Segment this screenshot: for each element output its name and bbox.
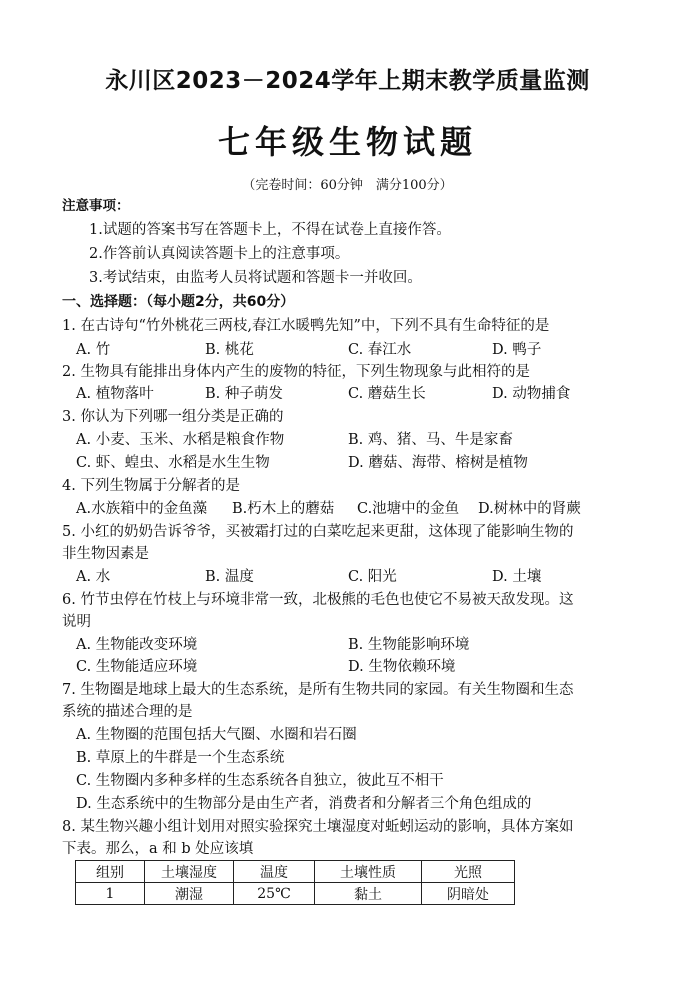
table-header-cell: 土壤湿度 (145, 861, 234, 883)
option: C. 蘑菇生长 (348, 386, 426, 402)
option: A.水族箱中的金鱼藻 (76, 501, 208, 517)
option: D. 生态系统中的生物部分是由生产者，消费者和分解者三个角色组成的 (76, 796, 532, 812)
table-cell: 1 (76, 883, 145, 905)
option: A. 生物能改变环境 (76, 637, 198, 653)
option: B. 生物能影响环境 (348, 637, 470, 653)
option: D. 土壤 (492, 569, 542, 585)
question-stem: 下表。那么，a 和 b 处应该填 (62, 841, 254, 857)
option: C.池塘中的金鱼 (357, 501, 460, 517)
question-stem: 1. 在古诗句“竹外桃花三两枝,春江水暖鸭先知”中，下列不具有生命特征的是 (62, 318, 550, 334)
question-stem: 7. 生物圈是地球上最大的生态系统，是所有生物共同的家园。有关生物圈和生态 (62, 682, 574, 698)
exam-title: 永川区2023－2024学年上期末教学质量监测 (105, 68, 590, 94)
notes-heading: 注意事项： (62, 198, 130, 214)
option: C. 春江水 (348, 342, 412, 358)
option: B. 草原上的牛群是一个生态系统 (76, 750, 285, 766)
option: A. 竹 (76, 342, 111, 358)
question-stem: 2. 生物具有能排出身体内产生的废物的特征，下列生物现象与此相符的是 (62, 364, 530, 380)
option: B.朽木上的蘑菇 (232, 501, 335, 517)
table-cell: 黏土 (315, 883, 422, 905)
section-heading: 一、选择题：（每小题2分，共60分） (62, 294, 295, 310)
option: D.树林中的肾蕨 (478, 501, 581, 517)
option: C. 虾、蝗虫、水稻是水生生物 (76, 455, 270, 471)
option: B. 种子萌发 (205, 386, 283, 402)
table-header-row (76, 861, 515, 883)
note-item: 1.试题的答案书写在答题卡上，不得在试卷上直接作答。 (89, 222, 451, 238)
option: B. 鸡、猪、马、牛是家畜 (348, 432, 513, 448)
option: C. 生物圈内多种多样的生态系统各自独立，彼此互不相干 (76, 773, 444, 789)
table-cell: 25℃ (234, 883, 315, 905)
question-stem: 系统的描述合理的是 (62, 704, 193, 720)
option: D. 鸭子 (492, 342, 542, 358)
note-item: 2.作答前认真阅读答题卡上的注意事项。 (89, 246, 350, 262)
option: C. 阳光 (348, 569, 397, 585)
option: A. 小麦、玉米、水稻是粮食作物 (76, 432, 285, 448)
table-header-cell: 光照 (422, 861, 515, 883)
exam-info: （完卷时间：60分钟 满分100分） (242, 178, 453, 193)
subject-title: 七年级生物试题 (217, 123, 477, 161)
table-header-cell: 土壤性质 (315, 861, 422, 883)
table-cell: 阴暗处 (422, 883, 515, 905)
option: A. 水 (76, 569, 111, 585)
question-stem: 说明 (62, 614, 91, 630)
option: D. 生物依赖环境 (348, 659, 456, 675)
experiment-table (75, 860, 515, 905)
option: B. 温度 (205, 569, 254, 585)
question-stem: 4. 下列生物属于分解者的是 (62, 478, 240, 494)
option: A. 生物圈的范围包括大气圈、水圈和岩石圈 (76, 727, 357, 743)
table-row (76, 883, 515, 905)
question-stem: 3. 你认为下列哪一组分类是正确的 (62, 409, 284, 425)
option: D. 动物捕食 (492, 386, 571, 402)
option: C. 生物能适应环境 (76, 659, 198, 675)
option: A. 植物落叶 (76, 386, 154, 402)
table-header-cell: 温度 (234, 861, 315, 883)
table-cell: 潮湿 (145, 883, 234, 905)
option: D. 蘑菇、海带、榕树是植物 (348, 455, 528, 471)
question-stem: 6. 竹节虫停在竹枝上与环境非常一致，北极熊的毛色也使它不易被天敌发现。这 (62, 592, 574, 608)
question-stem: 8. 某生物兴趣小组计划用对照实验探究土壤湿度对蚯蚓运动的影响，具体方案如 (62, 819, 574, 835)
question-stem: 5. 小红的奶奶告诉爷爷，买被霜打过的白菜吃起来更甜，这体现了能影响生物的 (62, 524, 574, 540)
question-stem: 非生物因素是 (62, 546, 149, 562)
table-header-cell: 组别 (76, 861, 145, 883)
note-item: 3.考试结束，由监考人员将试题和答题卡一并收回。 (89, 270, 422, 286)
option: B. 桃花 (205, 342, 254, 358)
